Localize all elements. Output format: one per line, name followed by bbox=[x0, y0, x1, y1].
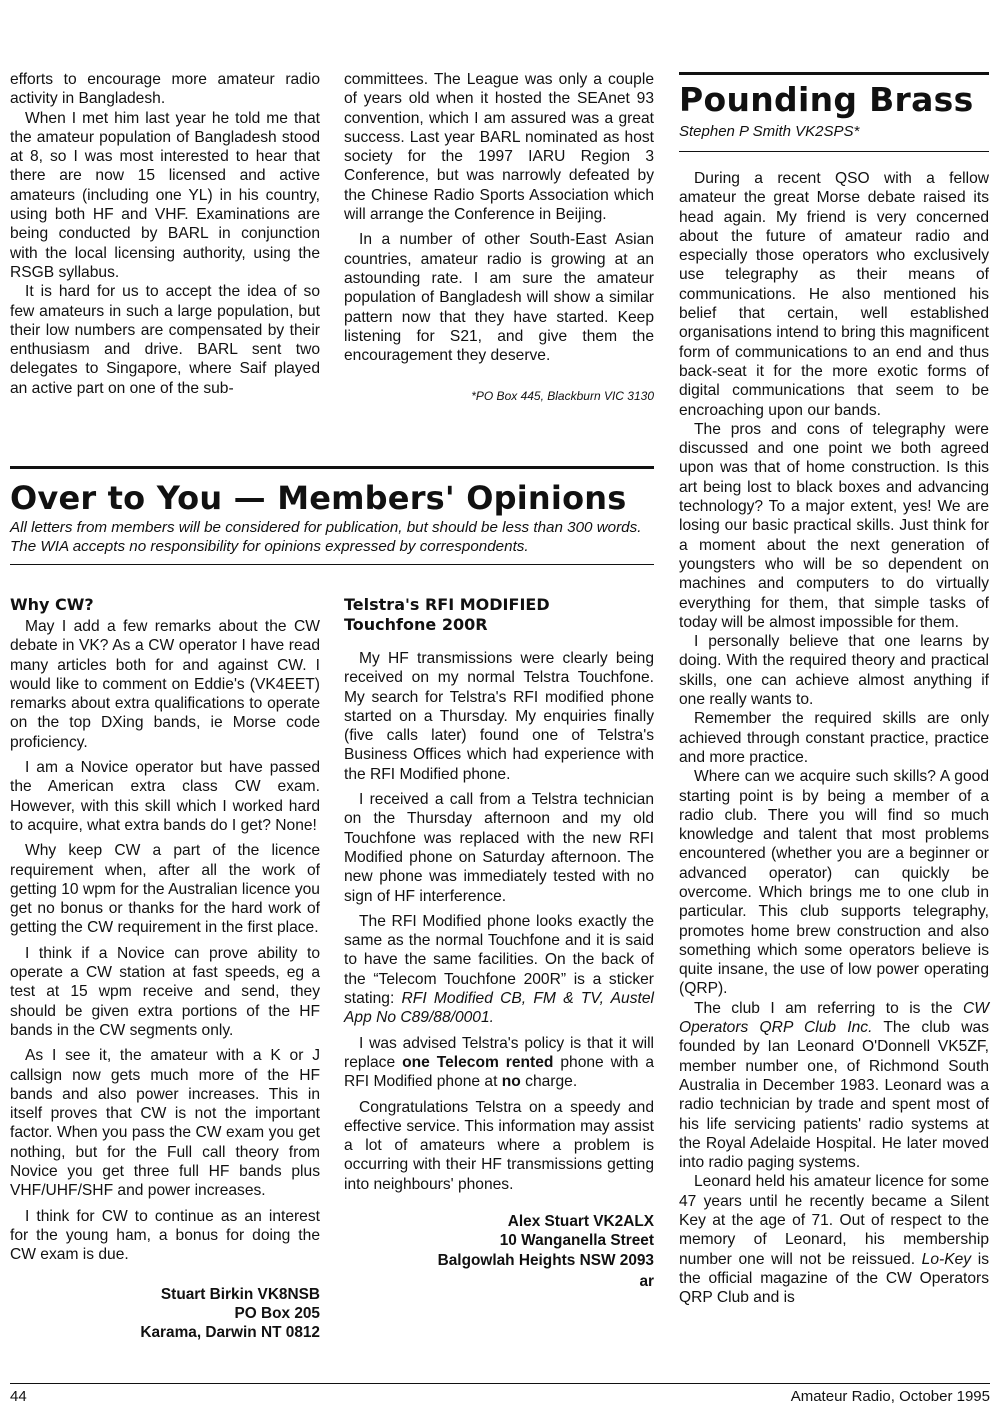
club-name: CW Operators QRP Club Inc. bbox=[679, 999, 989, 1037]
text-run: The club was founded by Ian Leonard O'Donnell VK5ZF, member number one, of Richmond South Australia in December 1983. Leonard was a radio technician by trade and spent most of his life servicing patients' radio systems at the Royal Adelaide Hospital. He later moved into radio paging systems. bbox=[679, 1019, 989, 1172]
letter-heading: Why CW? bbox=[10, 595, 94, 614]
paragraph: efforts to encourage more amateur radio activity in Bangladesh. bbox=[10, 71, 320, 108]
publication-footer: Amateur Radio, October 1995 bbox=[790, 1388, 990, 1405]
sticker-text: RFI Modified CB, FM & TV, Austel App No C89/88/0001. bbox=[344, 990, 654, 1027]
paragraph: When I met him last year he told me that the amateur population of Bangladesh stood at 8, so I was most interested to hear that there are now 15 licensed and active amateurs (including one YL) in his country, using both HF and VHF. Examinations are being conducted by BARL in conjunction with the local licensing authority, using the RSGB syllabus. bbox=[10, 109, 320, 281]
paragraph: May I add a few remarks about the CW debate in VK? As a CW operator I have read many articles both for and against CW. I would like to comment on Eddie's (VK4EET) remarks about extra qualifications to operate on the top DXing bands, ie Morse code proficiency. bbox=[10, 618, 320, 751]
paragraph bbox=[679, 1172, 989, 1307]
article-byline: Stephen P Smith VK2SPS* bbox=[679, 123, 860, 140]
paragraph: The pros and cons of telegraphy were discussed and one point we both agreed upon was that of home construction. Is this art being lost to black boxes and advancing technology? To a major extent, yes! We are losing our basic practical skills. Just think for a moment about the next generation of youngsters who will be so dependent on machines and computers to do virtually everything for them, that simple tasks of today will be almost impossible for them. bbox=[679, 420, 989, 631]
section-header bbox=[10, 478, 660, 556]
paragraph: During a recent QSO with a fellow amateur the great Morse debate raised its head again. My friend is very concerned about the future of amateur radio and especially those operators who exclusively use telegraphy as their means of communications. He also mentioned his belief that certain, well established organisations intend to bring this magnificent form of communications to an end and thus back-seat it for the more exotic forms of digital communications that seem to be encroaching upon our bands. bbox=[679, 170, 989, 419]
paragraph: It is hard for us to accept the idea of so few amateurs in such a large population, but their low numbers are compensated by their enthusiasm and drive. BARL sent two delegates to Singapore, where Saif played an active part on one of the sub- bbox=[10, 283, 320, 397]
pounding-brass-article bbox=[679, 80, 989, 1308]
signature-line: Balgowlah Heights NSW 2093 bbox=[437, 1251, 654, 1269]
text-run: phone with a RFI Modified phone at bbox=[344, 1053, 654, 1091]
paragraph bbox=[344, 912, 654, 1028]
signature bbox=[10, 1285, 320, 1343]
signature-line: 10 Wanganella Street bbox=[499, 1232, 654, 1250]
paragraph: Congratulations Telstra on a speedy and effective service. This information may assist a lot of amateurs where a problem is occurring with their HF transmissions getting into neighbours' phones. bbox=[344, 1098, 654, 1193]
paragraph bbox=[344, 1034, 654, 1092]
paragraph: I think if a Novice can prove ability to operate a CW station at fast speeds, eg a test at 15 wpm receive and send, they should be given extra portions of the HF bands in the CW segments only. bbox=[10, 944, 320, 1039]
top-article-col2 bbox=[344, 70, 654, 407]
section-title: Over to You — Members' Opinions bbox=[10, 479, 627, 517]
letter-telstra-rfi bbox=[344, 595, 654, 1291]
paragraph: In a number of other South-East Asian countries, amateur radio is growing at an astounding rate. I am sure the amateur population of Bangladesh will show a similar pattern now that they have started. Keep listening for S21, and give them the encouragement they deserve. bbox=[344, 231, 654, 365]
signature-line: PO Box 205 bbox=[234, 1304, 320, 1322]
text-run: charge. bbox=[520, 1073, 578, 1091]
text-run: I was advised Telstra's policy is that it will replace bbox=[344, 1034, 654, 1071]
footnote: *PO Box 445, Blackburn VIC 3130 bbox=[471, 389, 654, 404]
text-run: Leonard held his amateur licence for some 47 years until he recently became a Silent Key at the age of 71. Out of respect to the memory of Leonard, his membership number one will not be reissued. bbox=[679, 1173, 989, 1268]
signature-line: Alex Stuart VK2ALX bbox=[507, 1213, 654, 1231]
section-rule-top bbox=[10, 466, 654, 469]
paragraph: As I see it, the amateur with a K or J callsign now gets much more of the HF bands and also power increases. This in itself proves that CW is not the important factor. When you pass the CW exam you get nothing, but for the Full call theory from Novice you get three full HF bands plus VHF/UHF/SHF and power increases. bbox=[10, 1047, 320, 1200]
end-mark: ar bbox=[639, 1272, 654, 1290]
article-title: Pounding Brass bbox=[679, 80, 974, 119]
page-number: 44 bbox=[10, 1388, 27, 1405]
letter-heading bbox=[344, 595, 654, 635]
section-rule-bottom bbox=[10, 564, 654, 565]
paragraph: Why keep CW a part of the licence requirement when, after all the work of getting 10 wpm for the Australian licence you get no bonus or thanks for the hard work of getting the CW requirement in the first place. bbox=[10, 842, 320, 937]
letter-heading-line: Touchfone 200R bbox=[344, 615, 488, 634]
paragraph: I am a Novice operator but have passed the American extra class CW exam. However, with this skill which I worked hard to acquire, what extra bands do I get? None! bbox=[10, 759, 320, 834]
footer-rule bbox=[10, 1383, 990, 1384]
text-run: The RFI Modified phone looks exactly the same as the normal Touchfone and it is said to have the same facilities. On the back of the “Telecom Touchfone 200R” is a sticker stating: bbox=[344, 912, 654, 1008]
byline-rule bbox=[679, 151, 989, 152]
text-run: The club I am referring to is the bbox=[694, 999, 964, 1017]
top-right-rule bbox=[679, 72, 989, 75]
letter-why-cw bbox=[10, 595, 320, 1342]
section-intro: All letters from members will be considered for publication, but should be less than 300 words. The WIA accepts no responsibility for opinions expressed by correspondents. bbox=[10, 519, 642, 555]
paragraph: Remember the required skills are only achieved through constant practice, practice and more practice. bbox=[679, 710, 989, 766]
paragraph: I personally believe that one learns by doing. With the required theory and practical skills, one can achieve almost anything if one really wants to. bbox=[679, 633, 989, 709]
paragraph bbox=[679, 999, 989, 1173]
paragraph: My HF transmissions were clearly being received on my normal Telstra Touchfone. My search for Telstra's RFI modified phone started on a Thursday. My enquiries finally (five calls later) found one of Telstra's Business Offices which had experience with the RFI Modified phone. bbox=[344, 650, 654, 783]
signature-line: Karama, Darwin NT 0812 bbox=[140, 1324, 320, 1342]
paragraph: I received a call from a Telstra technician on the Thursday afternoon and my old Touchfone was replaced with the new RFI Modified phone on Saturday afternoon. The new phone was immediately tested with no sign of HF interference. bbox=[344, 791, 654, 905]
text-run: is the official magazine of the CW Operators QRP Club and is bbox=[679, 1250, 989, 1307]
paragraph: committees. The League was only a couple of years old when it hosted the SEAnet 93 convention, which I am assured was a great success. Last year BARL nominated as host society for the 1997 IARU Region 3 Conference, but was narrowly defeated by the Chinese Radio Sports Association which will arrange the Conference in Beijing. bbox=[344, 71, 654, 224]
emphasis: one Telecom rented bbox=[402, 1053, 554, 1071]
signature-line: Stuart Birkin VK8NSB bbox=[160, 1285, 320, 1303]
magazine-name: Lo-Key bbox=[921, 1250, 972, 1268]
emphasis: no bbox=[501, 1073, 521, 1091]
paragraph: Where can we acquire such skills? A good starting point is by being a member of a radio club. There you will find so much knowledge and talent that most problems encountered (whether you are a beginner or advanced operator) can quickly be overcome. Which brings me to one club in particular. This club supports telegraphy, promotes home brew construction and also something which some operators believe is quite insane, the use of low power operating (QRP). bbox=[679, 768, 989, 998]
top-article-col1 bbox=[10, 70, 320, 398]
paragraph: I think for CW to continue as an interest for the young ham, a bonus for doing the CW exam is due. bbox=[10, 1207, 320, 1264]
letter-heading-line: Telstra's RFI MODIFIED bbox=[344, 595, 550, 614]
signature bbox=[344, 1212, 654, 1291]
